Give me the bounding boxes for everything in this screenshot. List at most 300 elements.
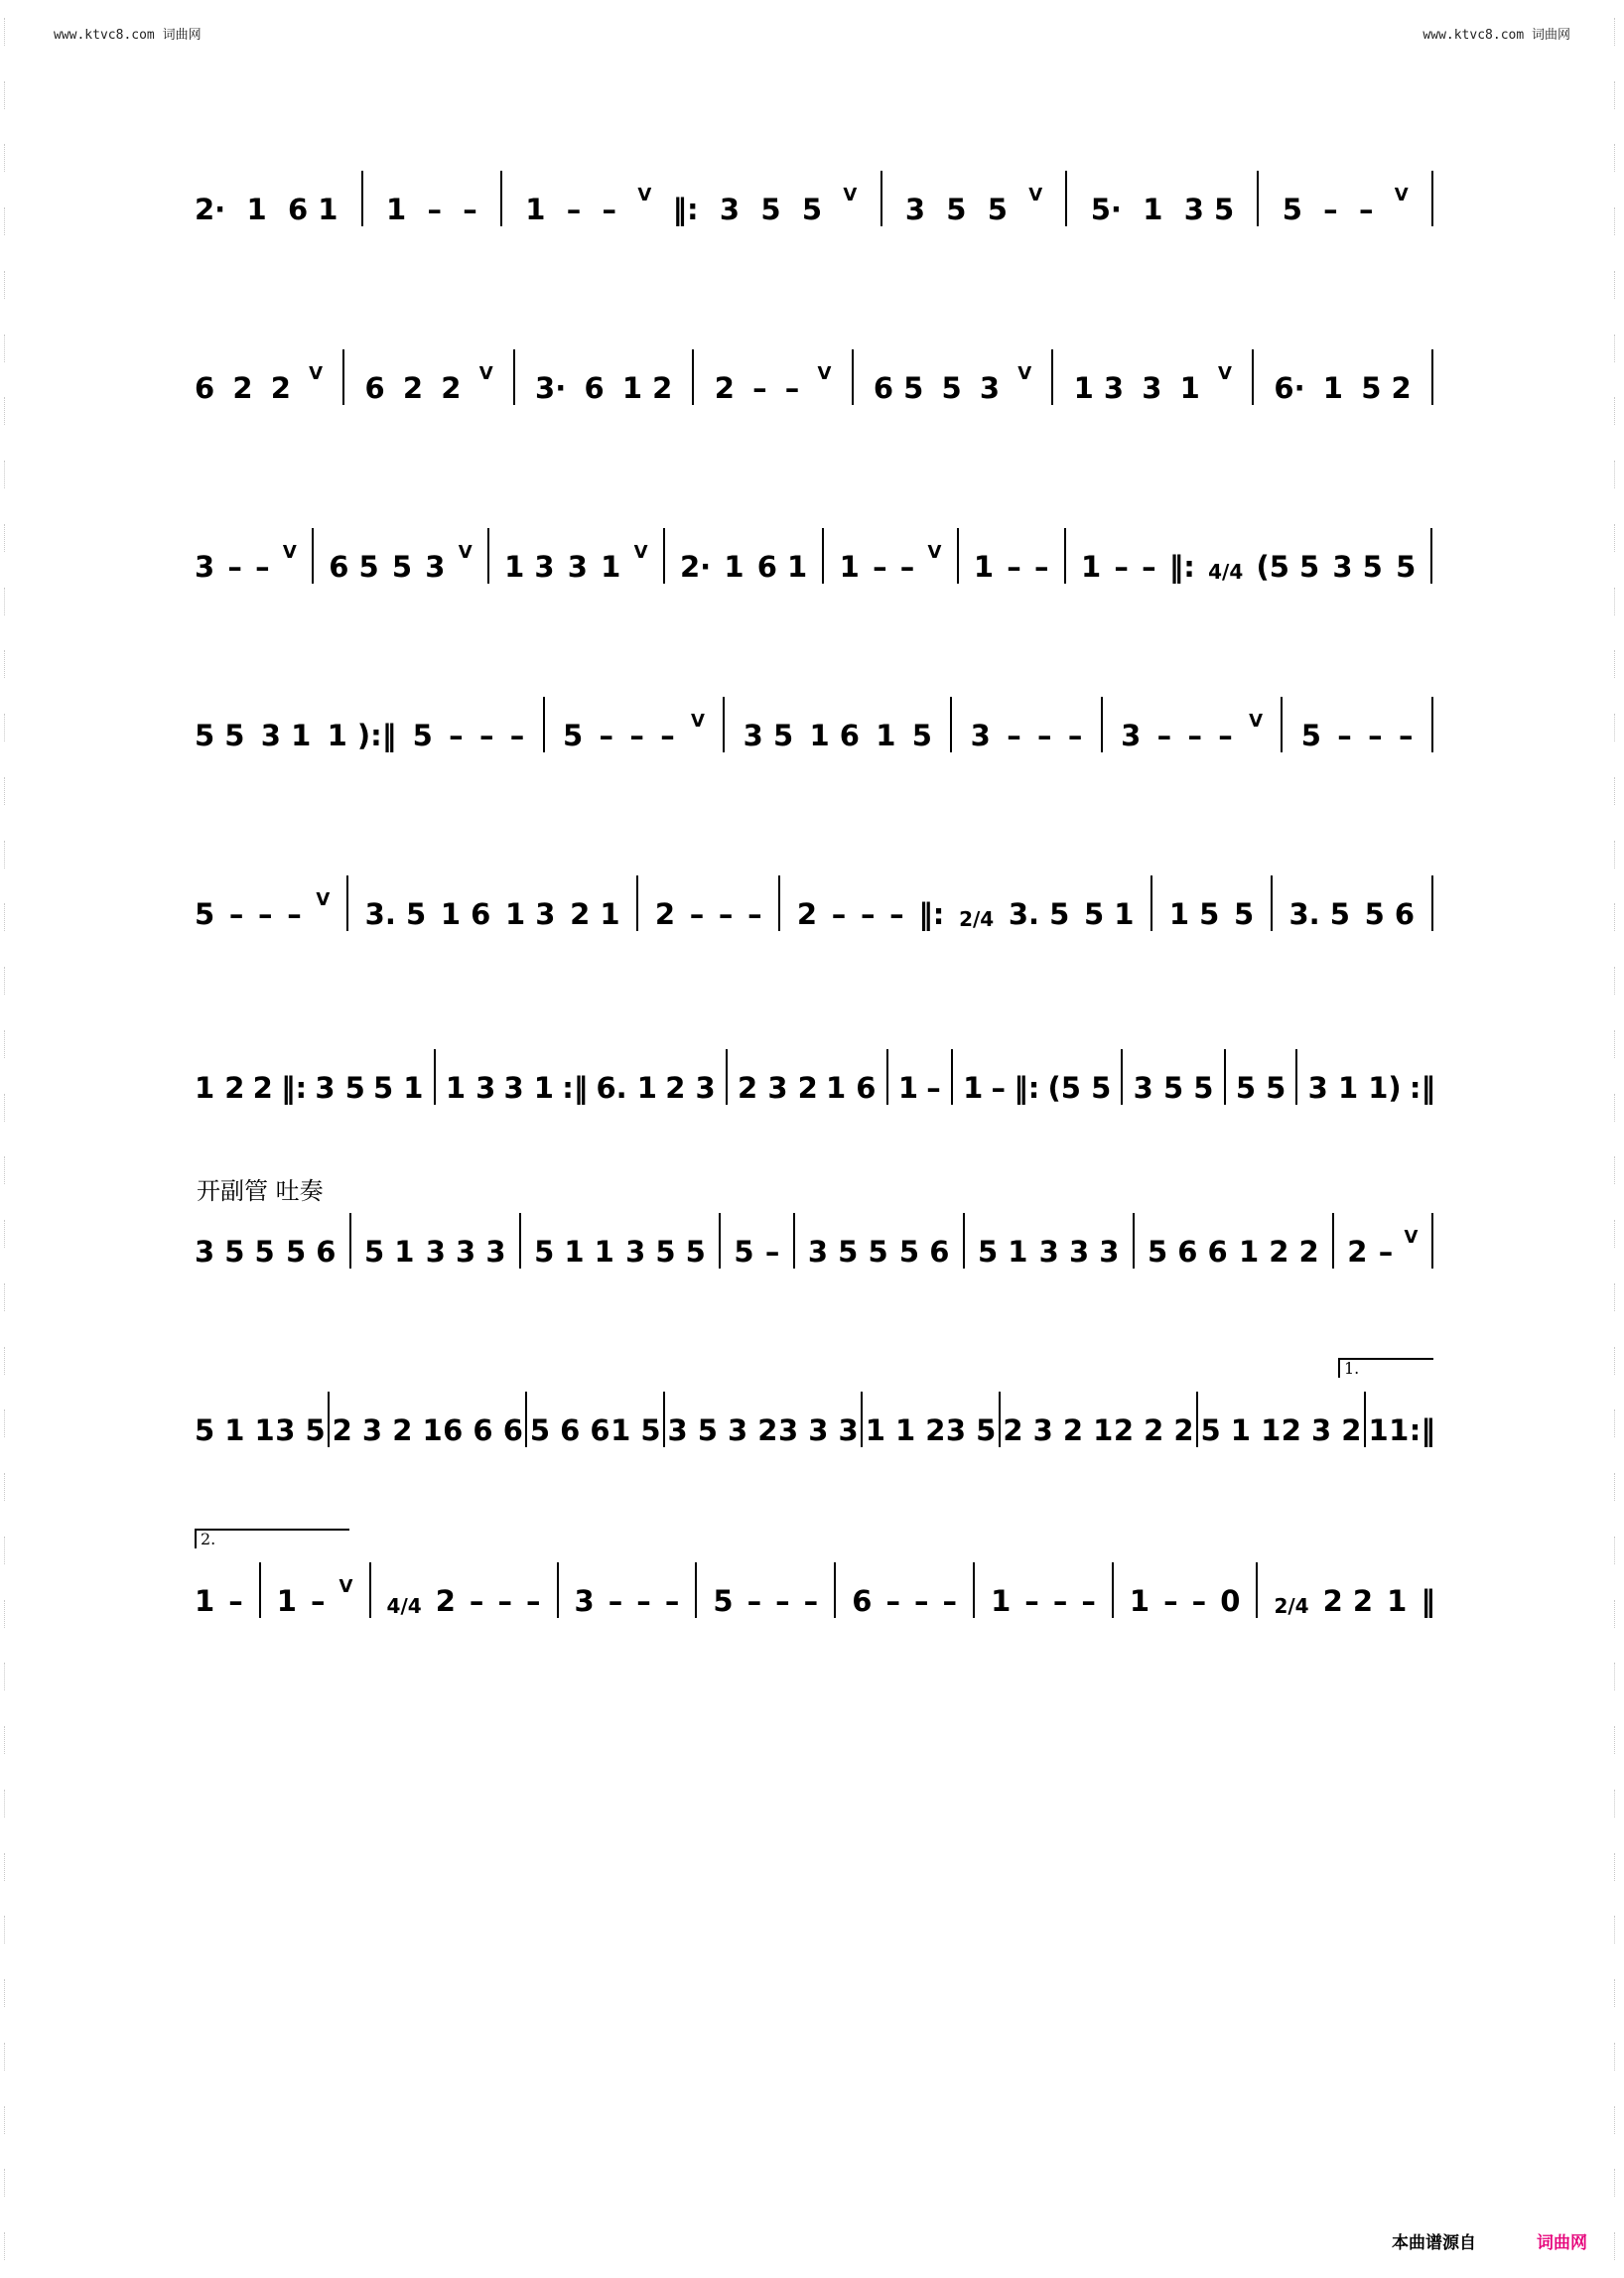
dash-note: – <box>860 897 876 931</box>
note-group: 2 1 <box>570 897 620 931</box>
barline <box>1431 875 1433 931</box>
dash-note: – <box>311 1584 326 1618</box>
score-row-9 <box>195 1560 1435 1624</box>
note-group: 5 6 <box>898 1235 950 1269</box>
note-group: 5 <box>1396 550 1417 584</box>
note-group: 2 <box>232 371 253 405</box>
barline <box>834 1562 836 1618</box>
note-group: 5 <box>801 193 823 226</box>
barline <box>861 1392 863 1447</box>
note-group: 2 3 <box>665 1071 716 1105</box>
note-group: 3 <box>1121 719 1142 752</box>
note-group: 1 3 <box>445 1071 496 1105</box>
dash-note: – <box>469 1584 484 1618</box>
barline <box>1431 349 1433 405</box>
dash-note: – <box>255 550 270 584</box>
dash-note: – <box>803 1584 819 1618</box>
row-notes <box>195 171 1435 226</box>
note-group: 3 <box>719 193 741 226</box>
note-group: 6 <box>364 371 385 405</box>
dash-note: – <box>1037 719 1052 752</box>
barline <box>1431 1213 1433 1269</box>
row-notes <box>195 697 1435 752</box>
note-group: 2 2 2 <box>1113 1413 1194 1447</box>
note-group: 3 <box>1142 371 1162 405</box>
barline <box>1112 1562 1114 1618</box>
barline <box>1252 349 1254 405</box>
note-group: (5 5 <box>1047 1071 1112 1105</box>
note-group: 1 <box>276 1584 297 1618</box>
barline <box>259 1562 261 1618</box>
score-row-2 <box>195 347 1435 411</box>
note-group: 4/4 <box>1208 560 1244 584</box>
note-group: 1 <box>1143 193 1163 226</box>
note-group: 1 <box>1129 1584 1150 1618</box>
dash-note: – <box>752 371 767 405</box>
note-group: 1 ):‖ <box>327 719 397 752</box>
dash-note: – <box>1398 719 1414 752</box>
breath-mark: V <box>282 542 297 563</box>
note-group: 5 6 <box>286 1235 337 1269</box>
barline <box>557 1562 559 1618</box>
row-notes <box>195 1049 1435 1105</box>
note-group: 6 <box>584 371 605 405</box>
barline <box>1224 1049 1226 1105</box>
dash-note: – <box>926 1071 941 1105</box>
note-group: 6· <box>1274 371 1305 405</box>
note-group: 3 <box>904 193 926 226</box>
dash-note: – <box>608 1584 623 1618</box>
breath-mark: V <box>1218 363 1232 384</box>
note-group: 2 <box>270 371 291 405</box>
note-group: 1 <box>973 550 995 584</box>
barline <box>663 528 665 584</box>
note-group: 1 <box>195 1584 215 1618</box>
note-group: 1 <box>963 1071 984 1105</box>
section-label: 开副管 吐奏 <box>197 1177 324 1205</box>
note-group: ‖: <box>1168 550 1195 584</box>
note-group: 3· <box>535 371 567 405</box>
barline <box>793 1213 795 1269</box>
note-group: 3 3 3 <box>777 1413 859 1447</box>
note-group: 6 <box>852 1584 873 1618</box>
note-group: 5 6 <box>1364 897 1416 931</box>
dash-note: – <box>1358 193 1374 226</box>
dash-note: – <box>718 897 734 931</box>
note-group: 3 5 <box>945 1413 997 1447</box>
barline <box>1257 171 1259 226</box>
note-group: 1 <box>1387 1584 1408 1618</box>
dash-note: – <box>1218 719 1233 752</box>
note-group: 2 <box>435 1584 456 1618</box>
row-notes <box>195 1392 1435 1447</box>
dash-note: – <box>664 1584 680 1618</box>
dash-note: – <box>764 1235 780 1269</box>
barline <box>950 697 952 752</box>
note-group: 6 6 6 <box>443 1413 523 1447</box>
row-notes <box>195 875 1435 931</box>
row-notes <box>195 1213 1435 1269</box>
barline <box>487 528 489 584</box>
note-group: 3 <box>979 371 1001 405</box>
note-group: 5 6 6 <box>1147 1235 1228 1269</box>
barline <box>692 349 694 405</box>
dash-note: – <box>228 1584 243 1618</box>
note-group: 6 1 <box>756 550 808 584</box>
barline <box>957 528 959 584</box>
barline <box>886 1049 888 1105</box>
note-group: 3 5 <box>275 1413 326 1447</box>
note-group: 5 <box>760 193 781 226</box>
dash-note: – <box>775 1584 790 1618</box>
note-group: 5 6 6 <box>529 1413 610 1447</box>
barline <box>1196 1392 1198 1447</box>
dash-note: – <box>1378 1235 1394 1269</box>
note-group: :‖ <box>562 1071 589 1105</box>
note-group: 1 <box>876 719 896 752</box>
header-left-site: www.ktvc8.com 词曲网 <box>54 28 202 43</box>
note-group: 5 1 <box>364 1235 415 1269</box>
note-group: 1 3 <box>1073 371 1125 405</box>
note-group: 1 <box>1368 1413 1389 1447</box>
breath-mark: V <box>637 185 652 205</box>
dash-note: – <box>636 1584 651 1618</box>
barline <box>951 1049 953 1105</box>
dash-note: – <box>463 193 477 226</box>
note-group: (5 5 <box>1256 550 1320 584</box>
breath-mark: V <box>927 542 942 563</box>
note-group: 5 <box>713 1584 734 1618</box>
note-group: 1 6 <box>440 897 491 931</box>
footer-logo: 词曲网 <box>1537 2233 1587 2252</box>
note-group: ‖: <box>1014 1071 1040 1105</box>
barline <box>723 697 725 752</box>
dash-note: – <box>1142 550 1156 584</box>
note-group: 1 <box>1322 371 1343 405</box>
dash-note: – <box>509 719 525 752</box>
dash-note: – <box>747 897 762 931</box>
note-group: 5 <box>391 550 413 584</box>
note-group: 5 <box>1282 193 1302 226</box>
dash-note: – <box>991 1071 1007 1105</box>
note-group: 3 5 <box>743 719 794 752</box>
note-group: 3 <box>567 550 588 584</box>
breath-mark: V <box>316 889 331 910</box>
note-group: ‖: <box>281 1071 308 1105</box>
barline <box>1431 171 1433 226</box>
note-group: 3 5 5 <box>195 1235 275 1269</box>
barline <box>663 1392 665 1447</box>
note-group: 6 5 <box>873 371 924 405</box>
note-group: 2 <box>252 1071 273 1105</box>
note-group: 3 5 5 <box>1133 1071 1214 1105</box>
note-group: 5 <box>987 193 1008 226</box>
barline <box>349 1213 351 1269</box>
barline <box>1271 875 1273 931</box>
barline <box>346 875 348 931</box>
note-group: :‖ <box>1409 1413 1435 1447</box>
note-group: ‖ <box>1421 1584 1435 1618</box>
barline <box>1150 875 1152 931</box>
note-group: 1 2 <box>195 1071 245 1105</box>
dash-note: – <box>942 1584 958 1618</box>
dash-note: – <box>899 550 915 584</box>
score-row-1 <box>195 169 1435 232</box>
note-group: 5 1 1 <box>195 1413 275 1447</box>
note-group: 0 <box>1220 1584 1241 1618</box>
breath-mark: V <box>309 363 324 384</box>
note-group: 3 5 5 <box>807 1235 888 1269</box>
note-group: 2 <box>402 371 424 405</box>
dash-note: – <box>228 897 244 931</box>
note-group: 1 <box>839 550 860 584</box>
note-group: 1 6 <box>809 719 860 752</box>
note-group: 3 1 <box>260 719 312 752</box>
barline <box>1121 1049 1123 1105</box>
dash-note: – <box>1156 719 1172 752</box>
barline <box>1256 1562 1258 1618</box>
barline <box>1281 697 1283 752</box>
barline <box>369 1562 371 1618</box>
note-group: 3 <box>195 550 215 584</box>
barline <box>778 875 780 931</box>
barline <box>312 528 314 584</box>
note-group: 2 3 2 1 <box>1003 1413 1114 1447</box>
barline <box>328 1392 330 1447</box>
note-group: ‖: <box>672 193 699 226</box>
note-group: 1 2 2 <box>1238 1235 1319 1269</box>
dash-note: – <box>1368 719 1383 752</box>
barline <box>361 171 363 226</box>
dash-note: – <box>1034 550 1049 584</box>
barline <box>1295 1049 1297 1105</box>
note-group: 3 5 5 <box>625 1235 706 1269</box>
dash-note: – <box>1024 1584 1039 1618</box>
dash-note: – <box>525 1584 541 1618</box>
dash-note: – <box>599 719 614 752</box>
dash-note: – <box>660 719 675 752</box>
breath-mark: V <box>1394 185 1409 205</box>
note-group: 2 3 2 <box>1281 1413 1362 1447</box>
dash-note: – <box>1052 1584 1068 1618</box>
note-group: 1 <box>601 550 621 584</box>
note-group: 3 <box>574 1584 595 1618</box>
note-group: 1 <box>991 1584 1012 1618</box>
breath-mark: V <box>691 711 705 732</box>
note-group: 2 <box>1347 1235 1368 1269</box>
note-group: 1 <box>897 1071 919 1105</box>
note-group: 5 <box>195 897 215 931</box>
note-group: 1 1 2 <box>865 1413 946 1447</box>
barline <box>513 349 515 405</box>
dash-note: – <box>1081 1584 1096 1618</box>
barline <box>852 349 854 405</box>
note-group: 5 1 1 <box>1200 1413 1282 1447</box>
dash-note: – <box>1067 719 1083 752</box>
barline <box>1364 1392 1366 1447</box>
barline <box>1133 1213 1135 1269</box>
note-group: 3 5 3 2 <box>667 1413 778 1447</box>
score-row-5 <box>195 873 1435 937</box>
note-group: :‖ <box>1409 1071 1435 1105</box>
note-group: 2 <box>796 897 818 931</box>
note-group: 5 <box>946 193 967 226</box>
note-group: 1 3 <box>504 897 556 931</box>
barline <box>726 1049 728 1105</box>
dash-note: – <box>1323 193 1338 226</box>
barline <box>719 1213 721 1269</box>
score-row-4 <box>195 695 1435 758</box>
barline <box>500 171 502 226</box>
barline <box>519 1213 521 1269</box>
breath-mark: V <box>478 363 493 384</box>
dash-note: – <box>831 897 847 931</box>
note-group: 5· <box>1090 193 1122 226</box>
note-group: 1 <box>1179 371 1200 405</box>
dash-note: – <box>1163 1584 1178 1618</box>
score-row-3 <box>195 526 1435 590</box>
barline <box>880 171 882 226</box>
row-notes <box>195 528 1435 584</box>
note-group: 6 1 <box>287 193 338 226</box>
barline <box>963 1213 965 1269</box>
dash-note: – <box>1337 719 1352 752</box>
note-group: 3 <box>425 550 446 584</box>
dash-note: – <box>1191 1584 1207 1618</box>
barline <box>1064 528 1066 584</box>
note-group: 2· <box>679 550 712 584</box>
note-group: 3 3 3 <box>425 1235 506 1269</box>
note-group: 3 5 <box>1183 193 1235 226</box>
note-group: 3 1 <box>503 1071 554 1105</box>
note-group: 1 <box>1080 550 1102 584</box>
note-group: 1 3 <box>504 550 555 584</box>
header-right-site: www.ktvc8.com 词曲网 <box>1422 28 1570 43</box>
note-group: 1 6 <box>825 1071 877 1105</box>
note-group: 5 1 1 <box>534 1235 614 1269</box>
barline <box>999 1392 1001 1447</box>
note-group: 3. 5 <box>1008 897 1070 931</box>
barline <box>695 1562 697 1618</box>
barline <box>1065 171 1067 226</box>
dash-note: – <box>629 719 644 752</box>
note-group: 3. 5 <box>1288 897 1350 931</box>
dash-note: – <box>258 897 273 931</box>
breath-mark: V <box>1028 185 1043 205</box>
barline <box>822 528 824 584</box>
note-group: 1 5 <box>610 1413 661 1447</box>
note-group: 1 <box>1389 1413 1410 1447</box>
volta-label: 1. <box>1344 1359 1360 1378</box>
note-group: 5 <box>734 1235 754 1269</box>
dash-note: – <box>602 193 617 226</box>
note-group: 6 <box>195 371 215 405</box>
dash-note: – <box>449 719 464 752</box>
breath-mark: V <box>338 1576 353 1597</box>
note-group: 1 2 <box>621 371 673 405</box>
note-group: 3 3 3 <box>1038 1235 1120 1269</box>
dash-note: – <box>227 550 242 584</box>
note-group: 1 <box>385 193 407 226</box>
row-notes <box>195 1562 1435 1618</box>
dash-note: – <box>1007 550 1021 584</box>
dash-note: – <box>784 371 800 405</box>
footer-source-text: 本曲谱源自 <box>1392 2233 1476 2252</box>
dash-note: – <box>497 1584 512 1618</box>
note-group: 5 1 <box>977 1235 1028 1269</box>
barline <box>342 349 344 405</box>
note-group: 2 3 2 1 <box>332 1413 443 1447</box>
note-group: 2· <box>195 193 226 226</box>
dash-note: – <box>889 897 904 931</box>
breath-mark: V <box>843 185 858 205</box>
barline <box>1101 697 1103 752</box>
note-group: ‖: <box>918 897 945 931</box>
note-group: 1 <box>525 193 546 226</box>
breath-mark: V <box>633 542 648 563</box>
note-group: 5 5 <box>1235 1071 1286 1105</box>
barline <box>525 1392 527 1447</box>
note-group: 4/4 <box>386 1594 422 1618</box>
note-group: 5 1 <box>1084 897 1135 931</box>
barline <box>1332 1213 1334 1269</box>
note-group: 5 2 <box>1361 371 1412 405</box>
dash-note: – <box>478 719 494 752</box>
note-group: 3 5 <box>1332 550 1383 584</box>
barline <box>1430 528 1432 584</box>
dash-note: – <box>1007 719 1021 752</box>
dash-note: – <box>427 193 442 226</box>
note-group: 3. 5 <box>364 897 427 931</box>
dash-note: – <box>885 1584 900 1618</box>
dash-note: – <box>287 897 302 931</box>
barline <box>636 875 638 931</box>
volta-label: 2. <box>201 1530 216 1548</box>
note-group: 2 <box>441 371 462 405</box>
note-group: 3 <box>970 719 991 752</box>
note-group: 6 5 <box>329 550 379 584</box>
breath-mark: V <box>1017 363 1032 384</box>
note-group: 5 <box>911 719 932 752</box>
note-group: 2 3 2 <box>738 1071 818 1105</box>
breath-mark: V <box>817 363 832 384</box>
breath-mark: V <box>458 542 473 563</box>
note-group: 5 5 <box>195 719 245 752</box>
score-row-8 <box>195 1390 1435 1453</box>
note-group: 5 <box>941 371 962 405</box>
barline <box>973 1562 975 1618</box>
breath-mark: V <box>1249 711 1264 732</box>
note-group: 3 1 1) <box>1307 1071 1402 1105</box>
note-group: 5 <box>562 719 584 752</box>
note-group: 2/4 <box>959 907 995 931</box>
score-row-7 <box>195 1211 1435 1274</box>
dash-note: – <box>1114 550 1129 584</box>
barline <box>1051 349 1053 405</box>
note-group: 2 <box>654 897 676 931</box>
dash-note: – <box>873 550 887 584</box>
volta-second-ending <box>195 1529 349 1548</box>
note-group: 5 <box>1300 719 1321 752</box>
barline <box>434 1049 436 1105</box>
dash-note: – <box>1187 719 1202 752</box>
note-group: 1 5 <box>1168 897 1220 931</box>
dash-note: – <box>913 1584 929 1618</box>
note-group: 1 <box>246 193 267 226</box>
note-group: 2/4 <box>1274 1594 1309 1618</box>
note-group: 2 <box>714 371 735 405</box>
note-group: 5 1 <box>373 1071 424 1105</box>
